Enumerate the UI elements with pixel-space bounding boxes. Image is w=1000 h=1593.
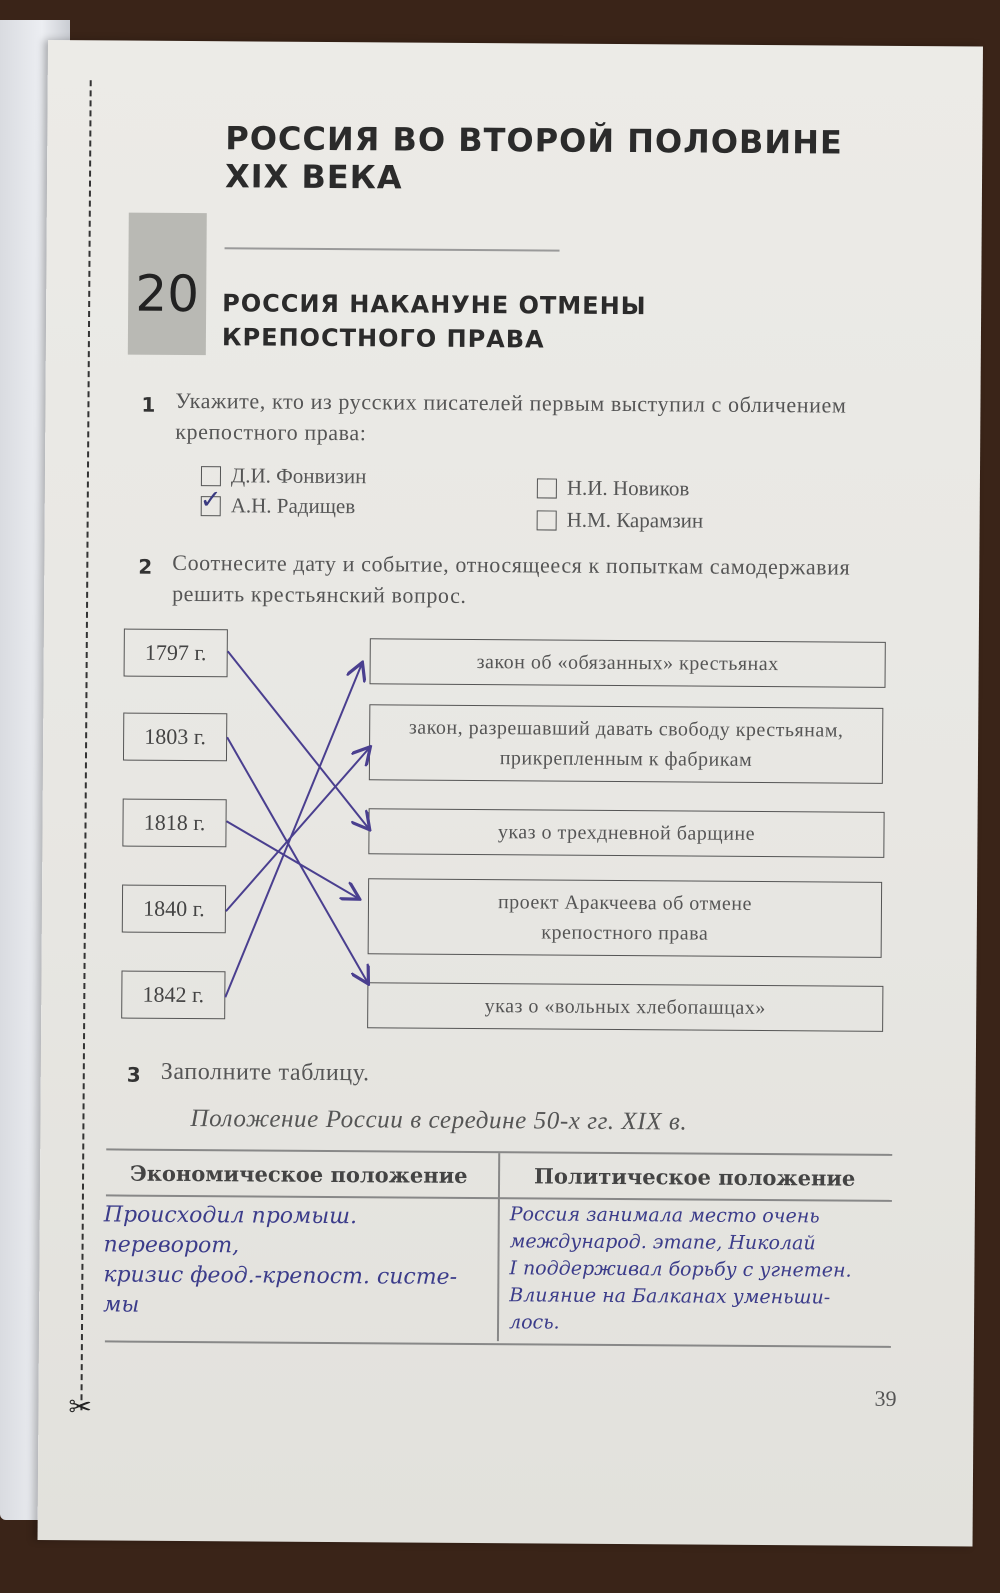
option-label: Н.И. Новиков — [566, 475, 690, 501]
answer-line: Происходил промыш. переворот, — [103, 1202, 358, 1259]
date-box-1842: 1842 г. — [121, 971, 225, 1020]
task-2-number: 2 — [138, 554, 153, 579]
date-box-1840: 1840 г. — [122, 885, 226, 934]
option-label: А.Н. Радищев — [230, 493, 356, 519]
event-three-day-corvee: указ о трехдневной барщине — [368, 808, 884, 858]
option-label: Д.И. Фонвизин — [230, 463, 367, 489]
date-box-1818: 1818 г. — [122, 799, 226, 848]
answer-political[interactable] — [509, 1201, 892, 1339]
unit-title: РОССИЯ ВО ВТОРОЙ ПОЛОВИНЕ XIX ВЕКА — [224, 119, 843, 197]
lesson-number: 20 — [135, 264, 200, 324]
checkmark-icon: ✓ — [199, 484, 222, 515]
workbook-page — [38, 40, 983, 1546]
task-2-text: Соотнесите дату и событие, относящееся к попыткам самодержавия решить крестьянский вопрос. — [172, 549, 851, 608]
event-free-cultivators: указ о «вольных хлебопашцах» — [367, 982, 883, 1032]
answer-economic[interactable] — [103, 1200, 498, 1323]
option-label: Н.М. Карамзин — [566, 507, 704, 533]
task-1-number: 1 — [141, 392, 156, 417]
match-line-1797 — [227, 651, 370, 828]
task-3-number: 3 — [126, 1062, 141, 1087]
page-number: 39 — [874, 1385, 897, 1411]
event-obliged-peasants: закон об «обязанных» крестьянах — [370, 638, 886, 688]
scissors-icon: ✂ — [68, 1390, 93, 1424]
lesson-title: РОССИЯ НАКАНУНЕ ОТМЕНЫ КРЕПОСТНОГО ПРАВА — [221, 289, 647, 354]
answer-line: Влияние на Балканах уменьши- — [509, 1284, 831, 1309]
answer-table — [105, 1148, 892, 1347]
answer-line: международ. этапе, Николай — [509, 1230, 816, 1255]
header-economic: Экономическое положение — [130, 1160, 468, 1188]
table-caption: Положение России в середине 50-х гг. XIX в. — [190, 1105, 688, 1136]
answer-line: кризис феод.-крепост. систе- — [103, 1262, 458, 1290]
event-arakcheev-project: проект Аракчеева об отмене крепостного права — [368, 878, 883, 958]
match-line-1842 — [225, 663, 361, 998]
header-political: Политическое положение — [533, 1163, 856, 1191]
answer-line: мы — [103, 1292, 140, 1318]
answer-line: I поддерживал борьбу с угнетен. — [509, 1257, 852, 1282]
event-factory-peasants: закон, разрешавший давать свободу крестьянам, прикрепленным к фабрикам — [369, 704, 884, 784]
task-3-text: Заполните таблицу. — [160, 1058, 370, 1087]
answer-line: лось. — [508, 1311, 560, 1334]
answer-line: Россия занимала место очень — [509, 1203, 820, 1228]
date-box-1797: 1797 г. — [124, 629, 228, 678]
date-box-1803: 1803 г. — [123, 713, 227, 762]
task-1-text: Укажите, кто из русских писателей первым выступил с обличением крепостного права: — [175, 387, 847, 446]
